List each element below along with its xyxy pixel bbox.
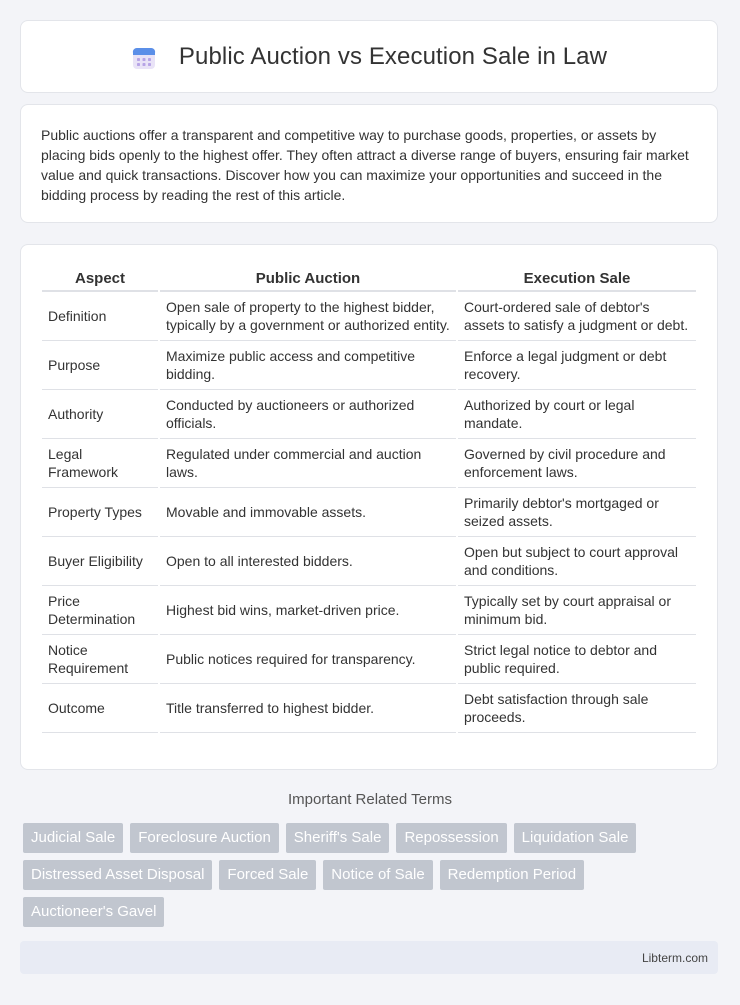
calendar-icon bbox=[131, 45, 157, 71]
aspect-cell: Authority bbox=[42, 390, 158, 439]
term-tag[interactable]: Forced Sale bbox=[219, 860, 316, 890]
execution-sale-cell: Authorized by court or legal mandate. bbox=[458, 390, 696, 439]
execution-sale-cell: Court-ordered sale of debtor's assets to satisfy a judgment or debt. bbox=[458, 292, 696, 341]
table-row bbox=[42, 684, 696, 733]
aspect-cell: Legal Framework bbox=[42, 439, 158, 488]
aspect-cell: Definition bbox=[42, 292, 158, 341]
execution-sale-cell: Strict legal notice to debtor and public required. bbox=[458, 635, 696, 684]
aspect-cell: Outcome bbox=[42, 684, 158, 733]
footer bbox=[20, 941, 718, 974]
intro-text: Public auctions offer a transparent and competitive way to purchase goods, properties, or assets by placing bids openly to the highest offer. They often attract a diverse range of buyers, ensuring fair market value and quick transactions. Discover how you can maximize your opportunities and succeed in the bidding process by reading the rest of this article. bbox=[41, 127, 689, 203]
aspect-cell: Purpose bbox=[42, 341, 158, 390]
public-auction-cell: Open to all interested bidders. bbox=[160, 537, 456, 586]
table-header-row bbox=[42, 265, 696, 292]
term-tag[interactable]: Sheriff's Sale bbox=[286, 823, 390, 853]
execution-sale-cell: Enforce a legal judgment or debt recovery. bbox=[458, 341, 696, 390]
term-tag[interactable]: Notice of Sale bbox=[323, 860, 432, 890]
term-tag[interactable]: Foreclosure Auction bbox=[130, 823, 279, 853]
aspect-cell: Price Determination bbox=[42, 586, 158, 635]
header-card bbox=[20, 20, 718, 93]
public-auction-cell: Maximize public access and competitive bidding. bbox=[160, 341, 456, 390]
aspect-cell: Buyer Eligibility bbox=[42, 537, 158, 586]
related-terms-title: Important Related Terms bbox=[288, 791, 452, 808]
term-tag[interactable]: Judicial Sale bbox=[23, 823, 123, 853]
execution-sale-cell: Primarily debtor's mortgaged or seized assets. bbox=[458, 488, 696, 537]
execution-sale-cell: Governed by civil procedure and enforcement laws. bbox=[458, 439, 696, 488]
table-row bbox=[42, 537, 696, 586]
aspect-cell: Property Types bbox=[42, 488, 158, 537]
public-auction-cell: Conducted by auctioneers or authorized officials. bbox=[160, 390, 456, 439]
header-public-auction: Public Auction bbox=[160, 265, 456, 292]
term-tag[interactable]: Auctioneer's Gavel bbox=[23, 897, 164, 927]
footer-brand-link[interactable]: Libterm.com bbox=[641, 950, 708, 965]
public-auction-cell: Regulated under commercial and auction laws. bbox=[160, 439, 456, 488]
public-auction-cell: Movable and immovable assets. bbox=[160, 488, 456, 537]
related-terms-list bbox=[23, 823, 723, 927]
term-tag[interactable]: Repossession bbox=[396, 823, 506, 853]
execution-sale-cell: Open but subject to court approval and conditions. bbox=[458, 537, 696, 586]
comparison-table bbox=[40, 265, 698, 733]
header-aspect: Aspect bbox=[42, 265, 158, 292]
public-auction-cell: Highest bid wins, market-driven price. bbox=[160, 586, 456, 635]
header-execution-sale: Execution Sale bbox=[458, 265, 696, 292]
comparison-card bbox=[20, 244, 718, 770]
table-row bbox=[42, 439, 696, 488]
public-auction-cell: Public notices required for transparency. bbox=[160, 635, 456, 684]
table-row bbox=[42, 488, 696, 537]
term-tag[interactable]: Liquidation Sale bbox=[514, 823, 637, 853]
term-tag[interactable]: Redemption Period bbox=[440, 860, 584, 890]
execution-sale-cell: Debt satisfaction through sale proceeds. bbox=[458, 684, 696, 733]
table-row bbox=[42, 635, 696, 684]
intro-card bbox=[20, 104, 718, 223]
table-row bbox=[42, 341, 696, 390]
aspect-cell: Notice Requirement bbox=[42, 635, 158, 684]
term-tag[interactable]: Distressed Asset Disposal bbox=[23, 860, 212, 890]
table-row bbox=[42, 292, 696, 341]
execution-sale-cell: Typically set by court appraisal or minimum bid. bbox=[458, 586, 696, 635]
table-row bbox=[42, 390, 696, 439]
public-auction-cell: Title transferred to highest bidder. bbox=[160, 684, 456, 733]
page-title: Public Auction vs Execution Sale in Law bbox=[178, 42, 608, 70]
public-auction-cell: Open sale of property to the highest bidder, typically by a government or authorized entity. bbox=[160, 292, 456, 341]
table-row bbox=[42, 586, 696, 635]
